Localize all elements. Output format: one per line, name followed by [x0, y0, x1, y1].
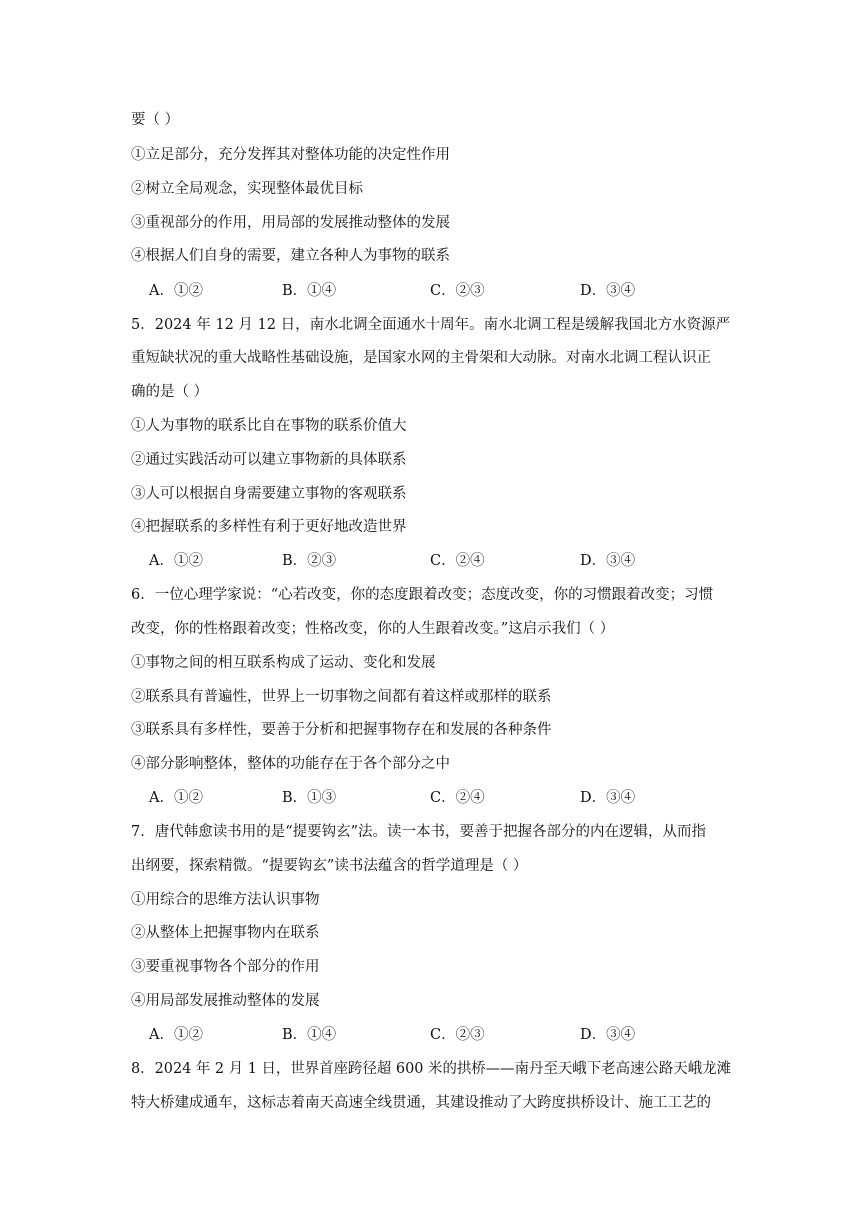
q7-option-c: C．②③ — [430, 1027, 485, 1043]
q5-item-1: ①人为事物的联系比自在事物的联系价值大 — [131, 418, 407, 434]
q6-option-a: A．①② — [149, 790, 203, 806]
q6-stem-line-1: 6．一位心理学家说：“心若改变，你的态度跟着改变；态度改变，你的习惯跟着改变；习惯 — [131, 587, 714, 603]
q8-stem-line-2: 特大桥建成通车，这标志着南天高速全线贯通，其建设推动了大跨度拱桥设计、施工工艺的 — [131, 1095, 711, 1111]
q5-options — [149, 551, 709, 571]
q6-option-d: D．③④ — [580, 790, 636, 806]
q6-item-2: ②联系具有普遍性，世界上一切事物之间都有着这样或那样的联系 — [131, 689, 552, 705]
q6-item-3: ③联系具有多样性，要善于分析和把握事物存在和发展的各种条件 — [131, 722, 552, 738]
q5-item-2: ②通过实践活动可以建立事物新的具体联系 — [131, 452, 407, 468]
q5-option-b: B．②③ — [282, 553, 337, 569]
q7-stem-line-2: 出纲要，探索精微。“提要钩玄”读书法蕴含的哲学道理是（ ） — [131, 858, 528, 874]
q5-item-3: ③人可以根据自身需要建立事物的客观联系 — [131, 486, 407, 502]
q7-item-2: ②从整体上把握事物内在联系 — [131, 925, 320, 941]
q6-stem-line-2: 改变，你的性格跟着改变；性格改变，你的人生跟着改变。”这启示我们（ ） — [131, 621, 615, 637]
q4-option-b: B．①④ — [282, 283, 337, 299]
q6-option-b: B．①③ — [282, 790, 337, 806]
q7-option-a: A．①② — [149, 1027, 203, 1043]
q5-item-4: ④把握联系的多样性有利于更好地改造世界 — [131, 519, 407, 535]
q4-stem-tail: 要（ ） — [131, 112, 180, 128]
q6-item-4: ④部分影响整体，整体的功能存在于各个部分之中 — [131, 756, 450, 772]
q5-stem-line-2: 重短缺状况的重大战略性基础设施，是国家水网的主骨架和大动脉。对南水北调工程认识正 — [131, 350, 711, 366]
q4-item-3: ③重视部分的作用，用局部的发展推动整体的发展 — [131, 215, 450, 231]
q7-item-1: ①用综合的思维方法认识事物 — [131, 892, 320, 908]
q4-option-d: D．③④ — [580, 283, 636, 299]
q7-stem-line-1: 7．唐代韩愈读书用的是“提要钩玄”法。读一本书，要善于把握各部分的内在逻辑，从而指 — [131, 824, 707, 840]
q8-stem-line-1: 8．2024 年 2 月 1 日，世界首座跨径超 600 米的拱桥——南丹至天峨下老高速公路天峨龙滩 — [131, 1061, 732, 1077]
q5-option-d: D．③④ — [580, 553, 636, 569]
q5-stem-line-1: 5．2024 年 12 月 12 日，南水北调全面通水十周年。南水北调工程是缓解我国北方水资源严 — [131, 317, 731, 333]
q7-option-d: D．③④ — [580, 1027, 636, 1043]
q4-option-a: A．①② — [149, 283, 203, 299]
q4-item-4: ④根据人们自身的需要，建立各种人为事物的联系 — [131, 248, 450, 264]
q6-options — [149, 788, 709, 808]
q4-item-2: ②树立全局观念，实现整体最优目标 — [131, 181, 363, 197]
q4-options — [149, 281, 709, 301]
q6-option-c: C．②④ — [430, 790, 485, 806]
q7-options — [149, 1025, 709, 1045]
q7-option-b: B．①④ — [282, 1027, 337, 1043]
q5-option-a: A．①② — [149, 553, 203, 569]
q4-option-c: C．②③ — [430, 283, 485, 299]
q6-item-1: ①事物之间的相互联系构成了运动、变化和发展 — [131, 655, 436, 671]
q5-option-c: C．②④ — [430, 553, 485, 569]
q5-stem-line-3: 确的是（ ） — [131, 384, 209, 400]
q7-item-4: ④用局部发展推动整体的发展 — [131, 993, 320, 1009]
q4-item-1: ①立足部分，充分发挥其对整体功能的决定性作用 — [131, 147, 450, 163]
q7-item-3: ③要重视事物各个部分的作用 — [131, 959, 320, 975]
